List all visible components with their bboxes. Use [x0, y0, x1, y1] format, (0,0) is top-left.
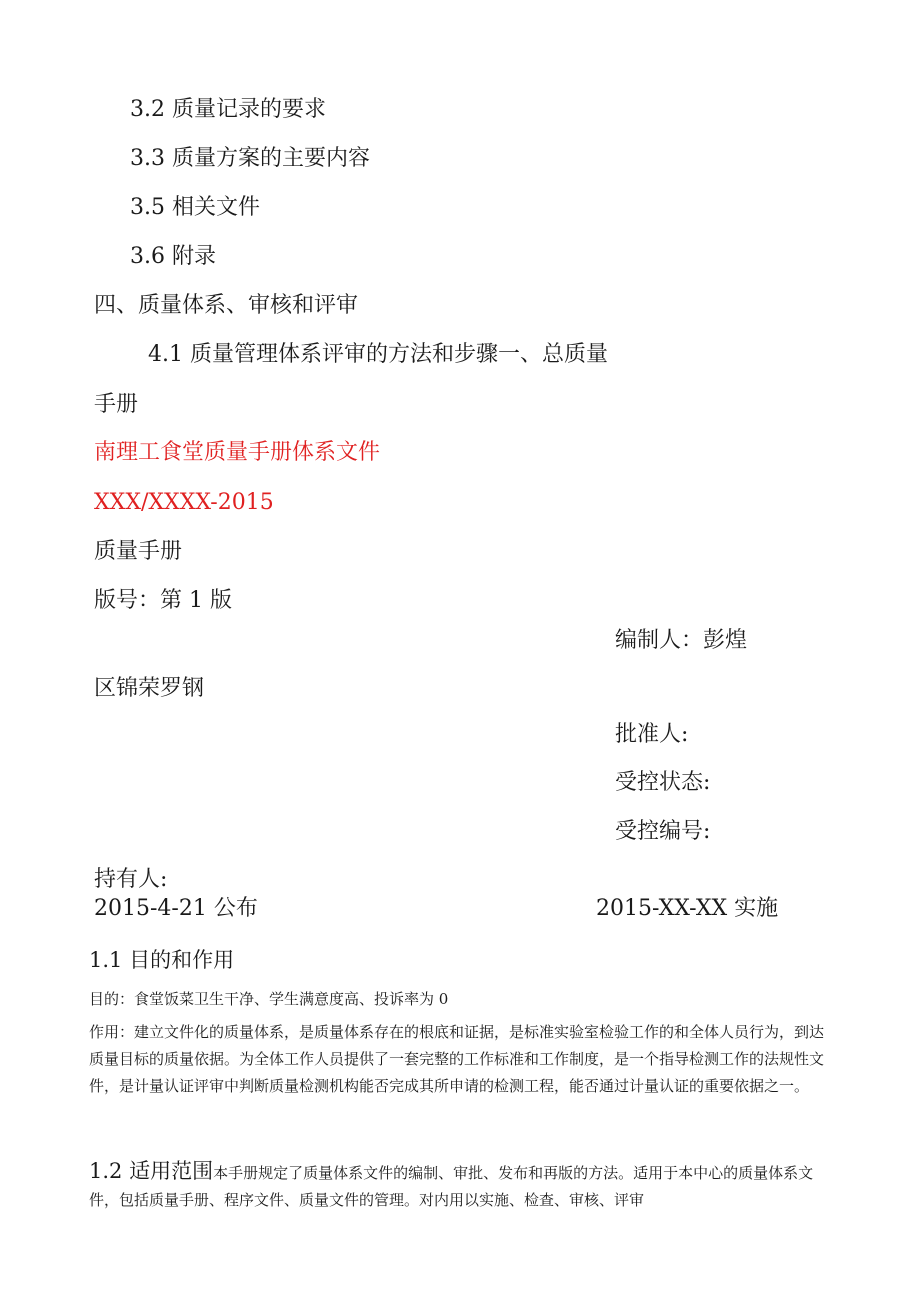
toc-item-3-5: 3.5 相关文件	[130, 195, 260, 220]
effective-date: 2015-XX-XX 实施	[596, 896, 779, 921]
toc-item-4-1: 4.1 质量管理体系评审的方法和步骤一、总质量	[148, 342, 608, 367]
section-1-1-purpose: 目的：食堂饭菜卫生干净、学生满意度高、投诉率为 0	[89, 990, 449, 1008]
section-1-2-heading: 1.2 适用范围	[89, 1159, 214, 1183]
approver-label: 批准人:	[615, 722, 689, 747]
doc-code: XXX/XXXX-2015	[94, 490, 274, 515]
section-1-2-paragraph	[89, 1158, 829, 1214]
section-1-1-heading: 1.1 目的和作用	[89, 948, 235, 972]
doc-name: 质量手册	[94, 539, 183, 564]
published-date: 2015-4-21 公布	[94, 896, 258, 921]
control-status-label: 受控状态:	[615, 770, 711, 795]
toc-item-3-6: 3.6 附录	[130, 244, 216, 269]
version-label: 版号：第 1 版	[94, 588, 232, 613]
toc-item-3-2: 3.2 质量记录的要求	[130, 97, 326, 122]
doc-set-title: 南理工食堂质量手册体系文件	[94, 440, 381, 465]
holder-label: 持有人:	[94, 867, 168, 892]
section-1-1-role: 作用：建立文件化的质量体系，是质量体系存在的根底和证据，是标准实验室检验工作的和全体人员行为，到达质量目标的质量依据。为全体工作人员提供了一套完整的工作标准和工作制度，是一个指导检测工作的法规性文件，是计量认证评审中判断质量检测机构能否完成其所申请的检测工程，能否通过计量认证的重要依据之一。	[89, 1023, 825, 1095]
toc-section-4: 四、质量体系、审核和评审	[94, 293, 359, 318]
toc-item-3-3: 3.3 质量方案的主要内容	[130, 146, 370, 171]
section-1-2-body: 本手册规定了质量体系文件的编制、审批、发布和再版的方法。适用于本中心的质量体系文件，包括质量手册、程序文件、质量文件的管理。对内用以实施、检查、审核、评审	[89, 1164, 814, 1209]
control-number-label: 受控编号:	[615, 819, 711, 844]
region-label: 区锦荣罗钢	[94, 676, 205, 701]
toc-item-4-1-continued: 手册	[94, 392, 139, 417]
compiler-label: 编制人：彭煌	[615, 628, 748, 653]
